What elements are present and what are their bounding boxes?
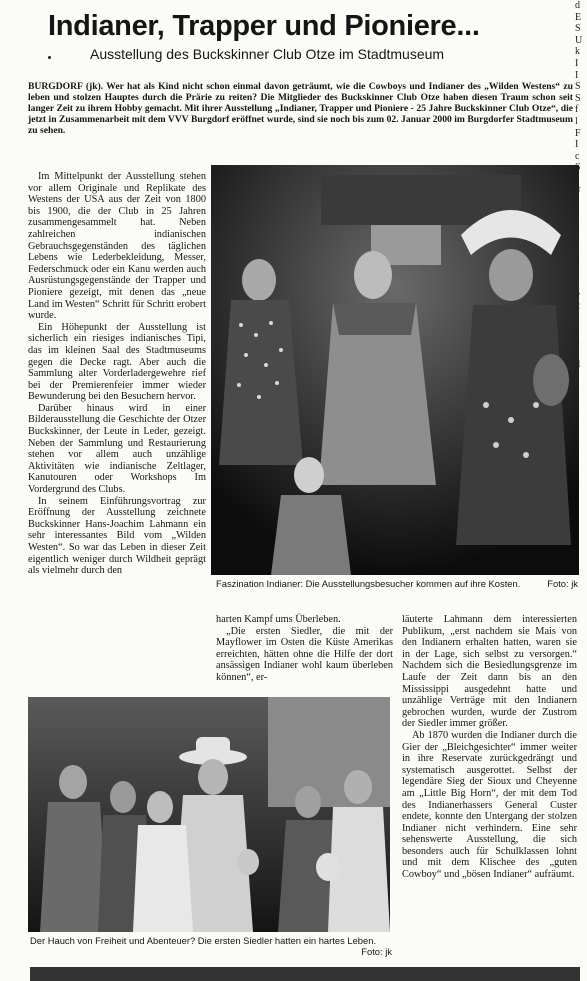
edge-strip-char: I [575, 57, 579, 69]
column1-paragraph: Darüber hinaus wird in einer Bilderausstellung die Geschichte der Otzer Buckskinner, der Leute in Leder, gezeigt. Neben der Sammlung und Restaurierung stehen vor allem auch unzählige Aktivitäten wie indianische Zeltlager, Kanutouren oder Workshops Im Vordergrund des Clubs. [28, 402, 206, 496]
edge-strip-char: I [575, 69, 579, 81]
column3-paragraph: Ab 1870 wurden die Indianer durch die Gier der „Bleichgesichter“ immer weiter in ihre Reservate zurückgedrängt und systematisch ausgerottet. Selbst der legendäre Sieg der Sioux und Cheyenne am „Little Big Horn“, der mit dem Tod des Indianerhassers General Custer endete, konnte den Untergang der stolzen Indianer nicht verhindern. Eine sehr sehenswerte Ausstellung, die sich besonders auch für Schulklassen lohnt und mit dem Klischee des „guten Cowboy“ und „bösen Indianer“ aufräumt. [402, 729, 577, 881]
photo1-caption [216, 578, 578, 589]
photo2-caption [30, 935, 392, 957]
photo-settlers-group [28, 697, 390, 932]
edge-strip-char: S [575, 23, 581, 35]
edge-strip-char: E [575, 11, 582, 23]
adjacent-article-edge [575, 0, 587, 981]
article-column-1 [28, 171, 206, 577]
edge-strip-char [575, 197, 587, 209]
edge-strip-char: S [575, 162, 581, 174]
edge-strip-char: F [575, 127, 581, 139]
edge-strip-char: r [575, 324, 579, 336]
dot-mark [48, 56, 51, 59]
subheadline: Ausstellung des Buckskinner Club Otze im Stadtmuseum [90, 46, 445, 62]
edge-strip-char: a [575, 336, 580, 348]
edge-strip-char: S [575, 92, 581, 104]
edge-strip-char: d [575, 359, 580, 371]
photo2-caption-text: Der Hauch von Freiheit und Abenteuer? Die ersten Siedler hatten ein hartes Leben. [30, 935, 377, 946]
bottom-bar [30, 967, 580, 981]
edge-strip-char: U [575, 34, 583, 46]
edge-strip-char: a [575, 255, 580, 267]
edge-strip-char: 2 [575, 301, 580, 313]
column1-paragraph: In seinem Einführungsvortrag zur Eröffnung der Ausstellung zeichnete Buckskinner Hans-Joachim Lahmann ein sehr interessantes Bild vom „Wilden Westen“. So war das Leben in dieser Zeit eigentlich weniger durch Wildheit geprägt als vielmehr durch den [28, 495, 206, 577]
column3-paragraph: läuterte Lahmann dem interessierten Publikum, „erst nachdem sie Mais von den Indianern erhalten hatten, waren sie in der Lage, sich selbst zu versorgen.“ Nachdem sich die Besiedlungsgrenze im Laufe der Zeit dann bis an den Mississippi ausgedehnt hatte und unzählige Verträge mit den Indianern gebrochen wurden, wurde der Zustrom der Siedler immer größer. [402, 614, 577, 730]
edge-strip-char: r [575, 243, 579, 255]
edge-strip-char: F [575, 185, 581, 197]
edge-strip-char: i [575, 278, 578, 290]
photo1-caption-text: Faszination Indianer: Die Ausstellungsbesucher kommen auf ihre Kosten. [216, 578, 521, 589]
edge-strip-char: c [575, 150, 580, 162]
edge-strip-char [575, 232, 587, 244]
photo2-credit: Foto: jk [361, 946, 392, 957]
photo1-credit: Foto: jk [547, 578, 578, 589]
edge-strip-char: l [575, 347, 578, 359]
edge-strip-char: v [575, 289, 580, 301]
column2-paragraph: „Die ersten Siedler, die mit der Mayflower im Osten die Küste Amerikas erreichten, hätten ohne die Hilfe der dort ansässigen Indianer wohl kaum überleben können“, er- [216, 625, 393, 683]
edge-strip-char: f [575, 104, 579, 116]
column2-paragraph: harten Kampf ums Überleben. [216, 614, 341, 625]
edge-strip-char: k [575, 46, 580, 58]
edge-strip-char: t [575, 313, 578, 325]
edge-strip-char [575, 220, 587, 232]
edge-strip-char: S [575, 81, 581, 93]
article-column-3 [402, 614, 577, 881]
article-column-2 [216, 614, 393, 684]
column1-paragraph: Im Mittelpunkt der Ausstellung stehen vor allem Originale und Replikate des Westens der USA aus der Zeit von 1800 bis 1900, die der Club in 25 Jahren zusammengesammelt hat. Neben zahlreichen indianischen Gebrauchsgegenständen des täglichen Lebens wie Lederbekleidung, Messer, Federschmuck oder ein Kanu werden auch Ausrüstungsgegenstände der Trapper und Pioniere gezeigt, mit denen das „neue Land im Westen“ Schritt für Schritt erobert wurde. [28, 171, 206, 322]
edge-strip-char: ( [575, 208, 579, 220]
lead-paragraph: BURGDORF (jk). Wer hat als Kind nicht schon einmal davon geträumt, wie die Cowboys und Indianer des „Wilden Westens“ zu leben und stolzen Hauptes durch die Prärie zu reiten? Die Mitglieder des Buckskinner Club Otze haben diesen Traum schon seit langer Zeit zu ihrem Hobby gemacht. Mit ihrer Ausstellung „Indianer, Trapper und Pioniere - 25 Jahre Buckskinner Club Otze“, die jetzt in Zusammenarbeit mit dem VVV Burgdorf eröffnet wurde, sind sie noch bis zum 02. Januar 2000 im Burgdorfer Stadtmuseum zu sehen. [28, 81, 573, 137]
edge-strip-char: l [575, 173, 578, 185]
column1-paragraph: Ein Höhepunkt der Ausstellung ist sicherlich ein riesiges indianisches Tipi, das im kleinen Saal des Stadtmuseums gegen die Decke ragt. Aber auch die Sammlung alter Vorderladergewehre rief bei der Premierenfeier immer wieder Bewunderung bei den Besuchern hervor. [28, 321, 206, 403]
edge-strip-char: l [575, 115, 578, 127]
edge-strip-char: d [575, 0, 580, 11]
headline: Indianer, Trapper und Pioniere... [48, 10, 480, 42]
edge-strip-char: t [575, 266, 578, 278]
edge-strip-char: I [575, 139, 579, 151]
photo-exhibition-figures [211, 165, 579, 575]
